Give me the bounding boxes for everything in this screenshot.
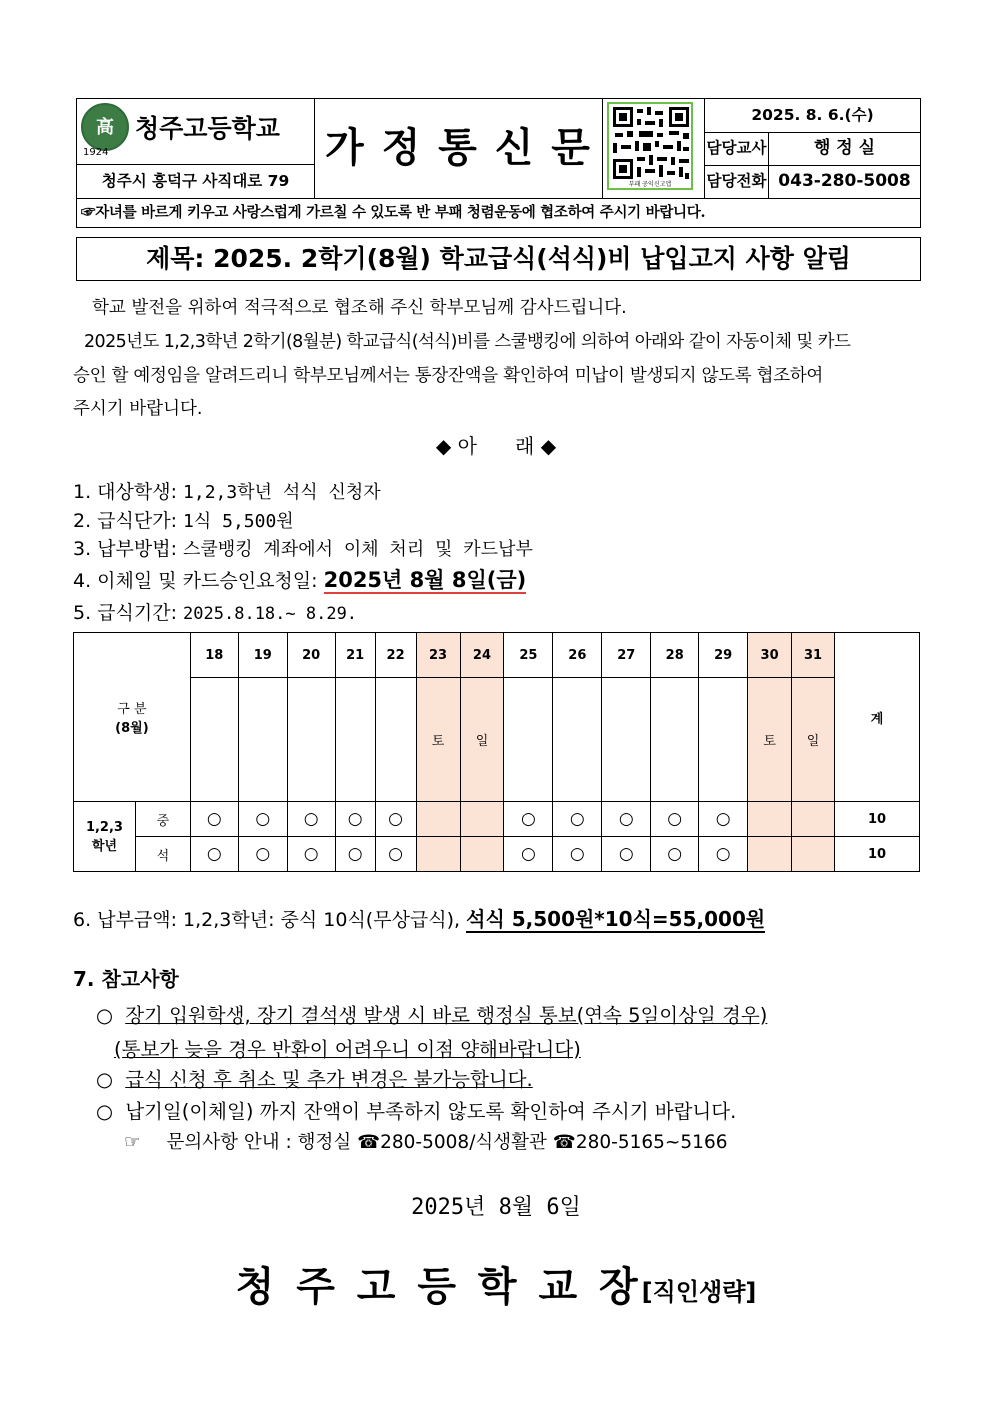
mark-cell: [460, 837, 504, 872]
school-name: 청주고등학교: [135, 114, 280, 143]
day-21: 21: [335, 633, 375, 678]
day-26: 26: [553, 633, 602, 678]
item-unit-price: 2. 급식단가: 1식 5,500원: [73, 510, 294, 532]
item-payment-method: 3. 납부방법: 스쿨뱅킹 계좌에서 이체 처리 및 카드납부: [73, 538, 533, 560]
mark-cell: ○: [504, 802, 553, 837]
seal-omitted: [직인생략]: [641, 1278, 757, 1306]
mark-cell: [416, 837, 460, 872]
day-25: 25: [504, 633, 553, 678]
mark-cell: ○: [375, 802, 416, 837]
footer-date: 2025년 8월 6일: [411, 1195, 581, 1220]
weekday-24: 일: [460, 678, 504, 802]
reference-title: 7. 참고사항: [73, 967, 179, 991]
weekday-23: 토: [416, 678, 460, 802]
reference-note-1b: (통보가 늦을 경우 반환이 어려우니 이점 양해바랍니다): [114, 1038, 581, 1061]
payment-amount-value: 석식 5,500원*10식=55,000원: [466, 907, 766, 931]
meal-dinner: 석: [135, 837, 190, 872]
mark-cell: [792, 837, 835, 872]
day-27: 27: [602, 633, 651, 678]
weekday-31: 일: [792, 678, 835, 802]
item-transfer-date: 4. 이체일 및 카드승인요청일: 2025년 8월 8일(금): [73, 568, 527, 592]
phone-label: 담당전화: [705, 166, 769, 199]
teacher-value: 행 정 실: [769, 133, 920, 166]
grade-cell: 1,2,3 학년: [74, 802, 136, 872]
weekday-30: 토: [748, 678, 792, 802]
teacher-label: 담당교사: [705, 133, 769, 166]
school-logo-icon: 高: [81, 103, 129, 151]
mark-cell: ○: [651, 837, 699, 872]
mark-cell: ○: [699, 837, 748, 872]
mark-cell: [748, 837, 792, 872]
pointer-icon: ☞: [124, 1132, 141, 1153]
mark-cell: [792, 802, 835, 837]
intro-line-1: 학교 발전을 위하여 적극적으로 협조해 주신 학부모님께 감사드립니다.: [92, 298, 627, 318]
item-target-students: 1. 대상학생: 1,2,3학년 석식 신청자: [73, 481, 381, 503]
mark-cell: ○: [287, 837, 335, 872]
mark-cell: ○: [699, 802, 748, 837]
meal-calendar-table: [73, 632, 920, 872]
school-name-cell: [77, 99, 315, 165]
reference-note-2: ○ 급식 신청 후 취소 및 추가 변경은 불가능합니다.: [96, 1068, 533, 1091]
total-header: 계: [835, 633, 920, 802]
day-31: 31: [792, 633, 835, 678]
founded-year: 1924: [83, 147, 109, 158]
day-19: 19: [238, 633, 287, 678]
mark-cell: [460, 802, 504, 837]
table-row: [74, 802, 920, 837]
contact-info: ☞ 문의사항 안내 : 행정실 ☎280-5008/식생활관 ☎280-5165~5166: [124, 1132, 728, 1153]
transfer-date-value: 2025년 8월 8일(금): [323, 568, 527, 592]
mark-cell: ○: [375, 837, 416, 872]
meal-lunch: 중: [135, 802, 190, 837]
day-28: 28: [651, 633, 699, 678]
day-22: 22: [375, 633, 416, 678]
mark-cell: ○: [651, 802, 699, 837]
document-title: 가 정 통 신 문: [315, 99, 603, 199]
day-24: 24: [460, 633, 504, 678]
item-meal-period: 5. 급식기간: 2025.8.18.~ 8.29.: [73, 602, 358, 624]
mark-cell: ○: [335, 837, 375, 872]
mark-cell: ○: [238, 837, 287, 872]
school-address: 청주시 흥덕구 사직대로 79: [77, 165, 315, 199]
reference-note-3: ○ 납기일(이체일) 까지 잔액이 부족하지 않도록 확인하여 주시기 바랍니다.: [96, 1100, 737, 1123]
reference-note-1: ○ 장기 입원학생, 장기 결석생 발생 시 바로 행정실 통보(연속 5일이상일 경우): [96, 1004, 768, 1027]
day-29: 29: [699, 633, 748, 678]
mark-cell: ○: [287, 802, 335, 837]
principal-name: 청 주 고 등 학 교 장: [235, 1264, 642, 1310]
mark-cell: ○: [335, 802, 375, 837]
mark-cell: ○: [602, 837, 651, 872]
day-30: 30: [748, 633, 792, 678]
day-23: 23: [416, 633, 460, 678]
phone-value: 043-280-5008: [769, 166, 920, 199]
mark-cell: [416, 802, 460, 837]
mark-cell: ○: [553, 802, 602, 837]
intro-line-4: 주시기 바랍니다.: [73, 399, 203, 419]
mark-cell: ○: [602, 802, 651, 837]
payment-amount: 6. 납부금액: 1,2,3학년: 중식 10식(무상급식), 석식 5,500원*10식=55,000원: [73, 907, 766, 931]
mark-cell: ○: [504, 837, 553, 872]
lunch-total: 10: [835, 802, 920, 837]
day-18: 18: [190, 633, 238, 678]
category-header: 구 분 (8월): [74, 633, 191, 802]
qr-code-icon[interactable]: [607, 102, 693, 190]
mark-cell: [748, 802, 792, 837]
intro-line-3: 승인 할 예정임을 알려드리니 학부모님께서는 통장잔액을 확인하여 미납이 발생되지 않도록 협조하여: [73, 366, 824, 386]
qr-cell: [603, 99, 705, 199]
below-marker: ◆ 아 래 ◆: [435, 434, 557, 458]
mark-cell: ○: [190, 802, 238, 837]
issue-date: 2025. 8. 6.(수): [705, 99, 920, 133]
mark-cell: ○: [238, 802, 287, 837]
dinner-total: 10: [835, 837, 920, 872]
anti-corruption-slogan: ☞자녀를 바르게 키우고 사랑스럽게 가르칠 수 있도록 반 부패 청렴운동에 협조하여 주시기 바랍니다.: [81, 204, 706, 221]
mark-cell: ○: [190, 837, 238, 872]
principal-signature: [0, 1255, 992, 1312]
table-row: [74, 837, 920, 872]
intro-line-2: 2025년도 1,2,3학년 2학기(8월분) 학교급식(석식)비를 스쿨뱅킹에 의하여 아래와 같이 자동이체 및 카드: [84, 332, 851, 352]
subject-title: 제목: 2025. 2학기(8월) 학교급식(석식)비 납입고지 사항 알림: [76, 237, 921, 281]
day-20: 20: [287, 633, 335, 678]
qr-caption: 부패 공익신고앱: [628, 181, 672, 188]
letterhead: [76, 98, 921, 228]
mark-cell: ○: [553, 837, 602, 872]
